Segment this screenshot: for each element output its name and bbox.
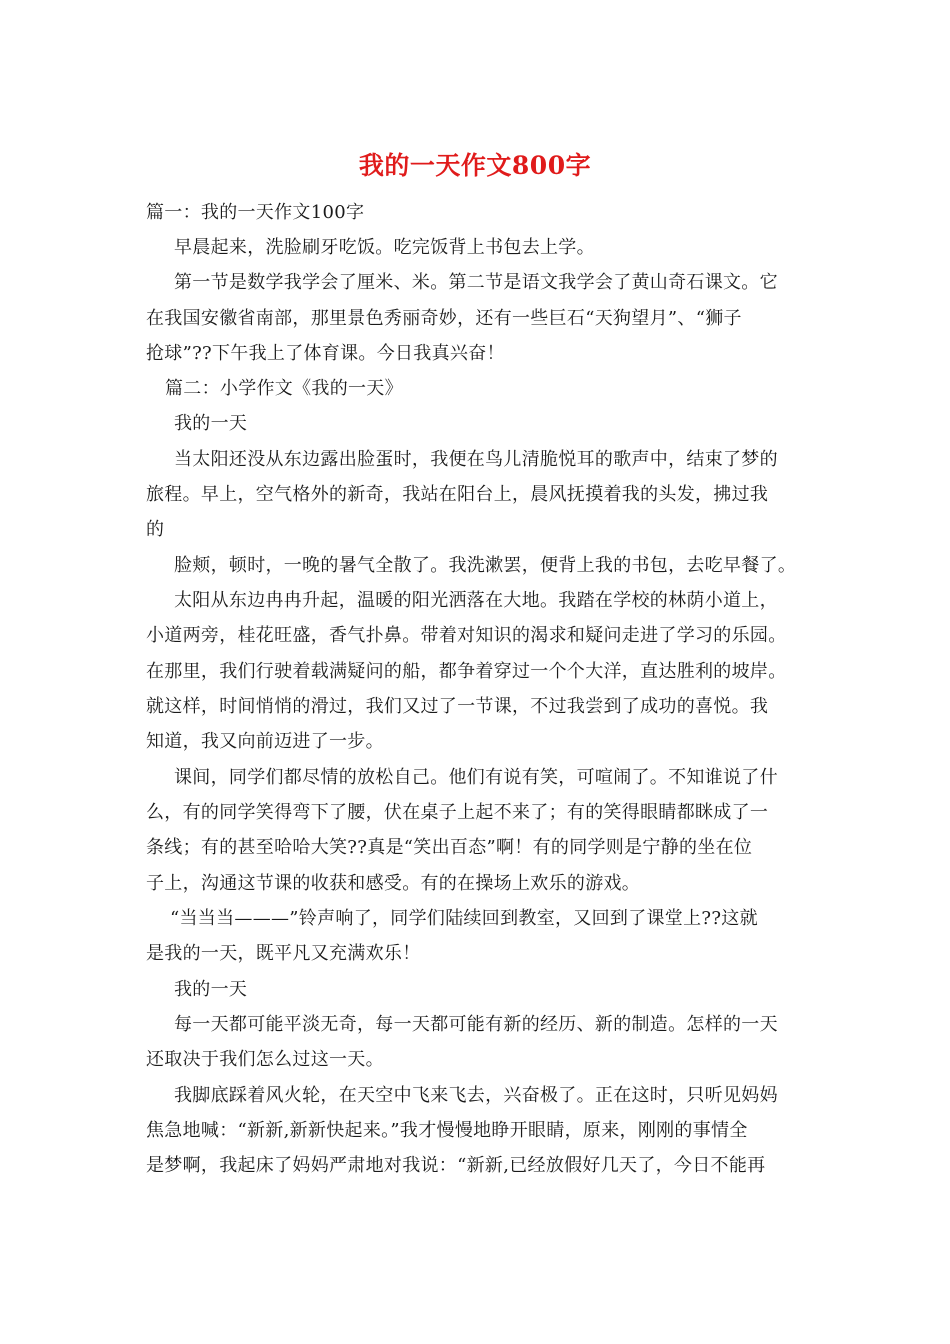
paragraph-line: 是我的一天，既平凡又充满欢乐！	[146, 943, 421, 964]
paragraph-line: 早晨起来，洗脸刷牙吃饭。吃完饭背上书包去上学。	[174, 237, 595, 258]
paragraph-line: 在我国安徽省南部，那里景色秀丽奇妙，还有一些巨石“天狗望月”、“狮子	[146, 308, 742, 329]
paragraph-line: 就这样，时间悄悄的滑过，我们又过了一节课，不过我尝到了成功的喜悦。我	[146, 696, 769, 717]
paragraph-line: 焦急地喊：“新新,新新快起来。”我才慢慢地睁开眼睛，原来，刚刚的事情全	[146, 1120, 748, 1141]
paragraph-line: 还取决于我们怎么过这一天。	[146, 1049, 384, 1070]
paragraph-line: 第一节是数学我学会了厘米、米。第二节是语文我学会了黄山奇石课文。它	[174, 272, 778, 293]
subheading: 我的一天	[174, 979, 248, 1000]
paragraph-line: 知道，我又向前迈进了一步。	[146, 731, 384, 752]
section-heading-1: 篇一：我的一天作文100字	[146, 202, 365, 223]
subheading: 我的一天	[174, 413, 248, 434]
paragraph-line: 么，有的同学笑得弯下了腰，伏在桌子上起不来了；有的笑得眼睛都眯成了一	[146, 802, 769, 823]
document-title: 我的一天作文800字	[358, 151, 592, 180]
paragraph-line: 我脚底踩着风火轮，在天空中飞来飞去，兴奋极了。正在这时，只听见妈妈	[174, 1085, 778, 1106]
paragraph-line: 抢球”??下午我上了体育课。今日我真兴奋！	[146, 343, 505, 364]
paragraph-line: 课间，同学们都尽情的放松自己。他们有说有笑，可喧闹了。不知谁说了什	[174, 767, 778, 788]
paragraph-line: 在那里，我们行驶着载满疑问的船，都争着穿过一个个大洋，直达胜利的坡岸。	[146, 661, 787, 682]
paragraph-line: 条线；有的甚至哈哈大笑??真是“笑出百态”啊！有的同学则是宁静的坐在位	[146, 837, 753, 858]
paragraph-line: 每一天都可能平淡无奇，每一天都可能有新的经历、新的制造。怎样的一天	[174, 1014, 778, 1035]
section-heading-2: 篇二：小学作文《我的一天》	[165, 378, 403, 399]
paragraph-line: 是梦啊，我起床了妈妈严肃地对我说：“新新,已经放假好几天了，今日不能再	[146, 1155, 766, 1176]
paragraph-line: 旅程。早上，空气格外的新奇，我站在阳台上，晨风抚摸着我的头发，拂过我	[146, 484, 769, 505]
paragraph-line: 当太阳还没从东边露出脸蛋时，我便在鸟儿清脆悦耳的歌声中，结束了梦的	[174, 449, 778, 470]
paragraph-line: 脸颊，顿时，一晚的暑气全散了。我洗漱罢，便背上我的书包，去吃早餐了。	[174, 555, 797, 576]
paragraph-line: 子上，沟通这节课的收获和感受。有的在操场上欢乐的游戏。	[146, 873, 641, 894]
paragraph-line: 的	[146, 519, 165, 540]
paragraph-line: 太阳从东边冉冉升起，温暖的阳光洒落在大地。我踏在学校的林荫小道上，	[174, 590, 778, 611]
paragraph-line: 小道两旁，桂花旺盛，香气扑鼻。带着对知识的渴求和疑问走进了学习的乐园。	[146, 625, 787, 646]
paragraph-line: “当当当———”铃声响了，同学们陆续回到教室，又回到了课堂上??这就	[170, 908, 758, 929]
